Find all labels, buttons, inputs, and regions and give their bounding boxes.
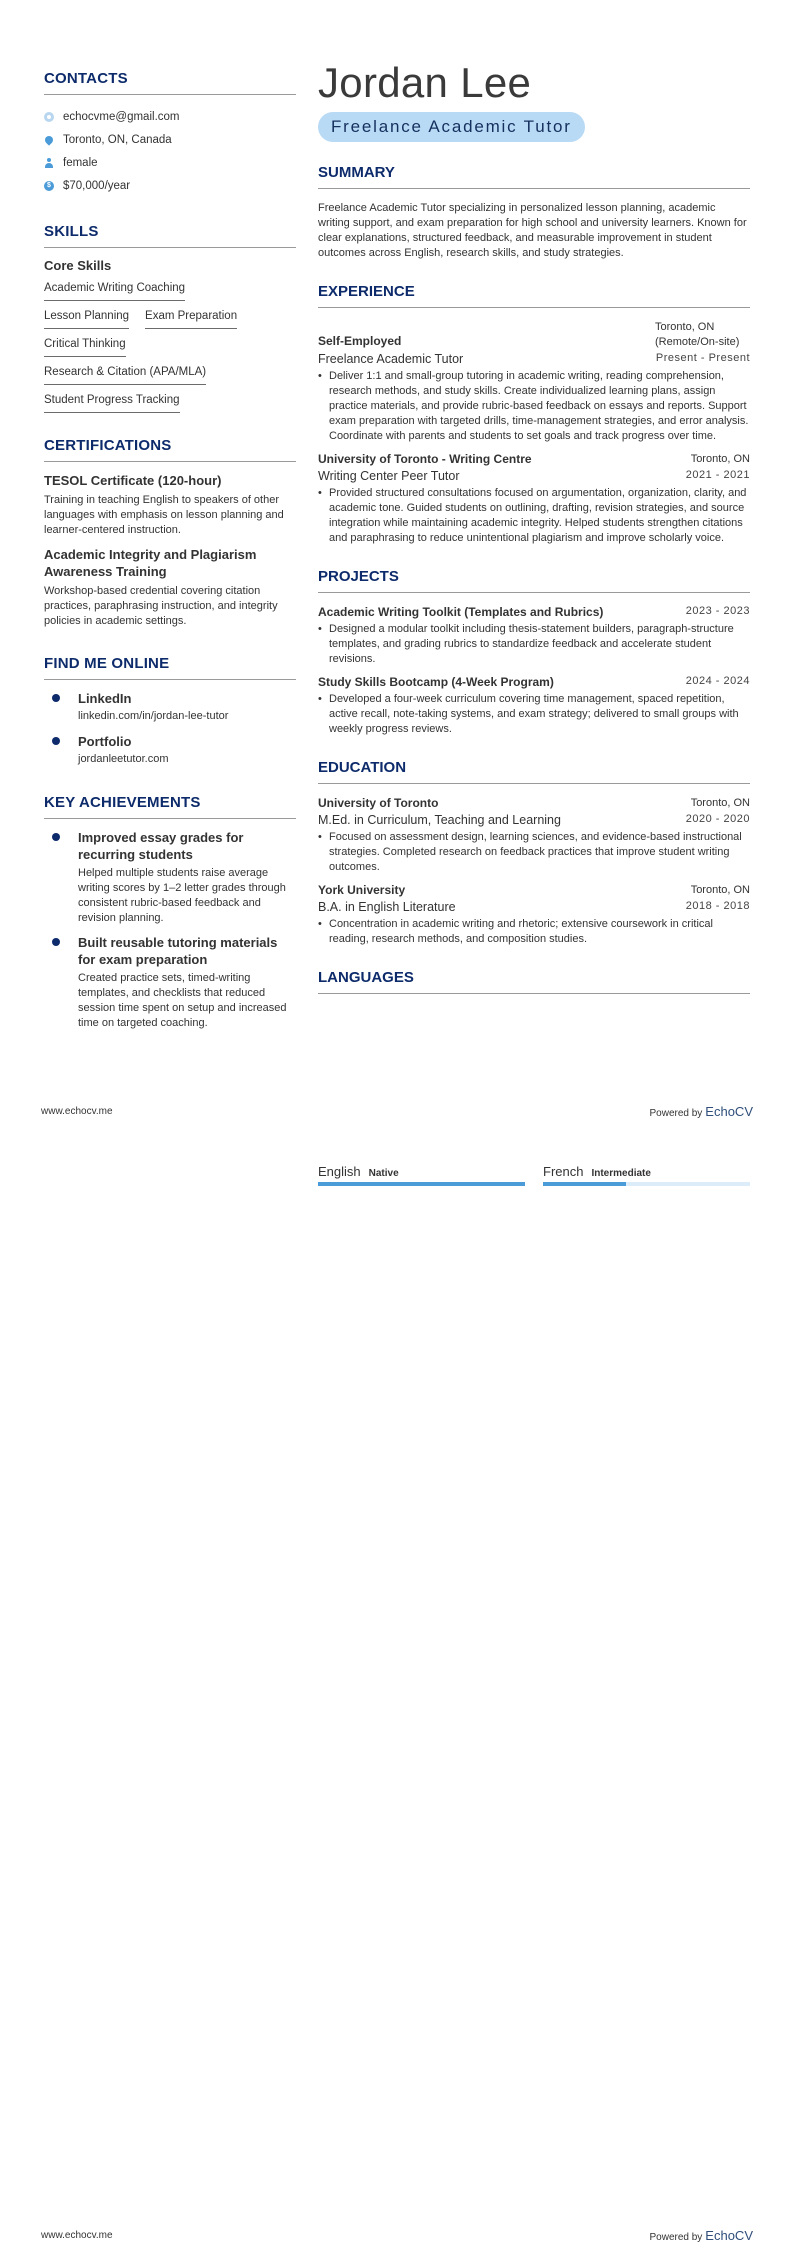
contact-email-text: echocvme@gmail.com [63,110,180,123]
achievement-item [44,934,296,1031]
education-bullet: • Concentration in academic writing and rhetoric; extensive coursework in critical reading, research methods, and composition studies. [318,917,750,947]
language-level-fill [318,1182,525,1186]
achievement-description: Created practice sets, timed-writing templates, and checklists that reduced session time spent on setup and increased time on targeted coaching. [78,972,287,1029]
skill-item: Academic Writing Coaching [44,279,185,301]
brand-logo: EchoCV [705,1104,753,1119]
contact-location [44,128,296,151]
contacts-section [44,70,296,197]
language-level-bar [318,1182,525,1186]
education-dates: 2018 - 2018 [685,900,750,912]
bullet-dot-icon [52,737,60,745]
education-entry [318,796,750,875]
project-bullet: • Developed a four-week curriculum covering time management, spaced repetition, active recall, note-taking systems, and exam strategy; delivered to small groups with weekly progress reviews. [318,692,750,737]
skill-item: Lesson Planning [44,307,129,329]
experience-role: Freelance Academic Tutor [318,352,464,366]
education-bullets [318,917,750,947]
skill-item: Critical Thinking [44,335,126,357]
skills-heading: SKILLS [44,223,296,248]
powered-by [649,2228,753,2243]
person-icon [44,158,54,168]
powered-by-label: Powered by [649,1108,703,1119]
experience-location: Toronto, ON [690,453,750,465]
project-bullets [318,692,750,737]
projects-section [318,568,750,737]
language-name: English [318,1164,361,1179]
skill-item: Student Progress Tracking [44,391,180,413]
languages-heading: LANGUAGES [318,969,750,994]
online-link[interactable]: linkedin.com/in/jordan-lee-tutor [78,710,229,722]
footer-url[interactable]: www.echocv.me [41,2230,113,2241]
online-label: Portfolio [78,734,132,749]
languages-section [318,969,750,994]
skills-list [44,279,296,419]
education-location: Toronto, ON [690,797,750,809]
experience-bullets [318,369,750,444]
education-bullets [318,830,750,875]
experience-org: University of Toronto - Writing Centre [318,452,532,466]
cert-title: Academic Integrity and Plagiarism Awareness Training [44,547,257,579]
skills-group-title: Core Skills [44,258,112,273]
contacts-heading: CONTACTS [44,70,296,95]
contact-location-text: Toronto, ON, Canada [63,133,172,146]
project-bullets [318,622,750,667]
page-footer [41,2228,753,2243]
achievement-item [44,829,296,926]
certifications-section [44,437,296,629]
online-link[interactable]: jordanleetutor.com [78,753,169,765]
email-icon [44,112,54,122]
languages-list [318,1164,750,1186]
online-label: LinkedIn [78,691,132,706]
project-title: Academic Writing Toolkit (Templates and Rubrics) [318,605,604,619]
contact-email[interactable] [44,105,296,128]
contact-salary-text: $70,000/year [63,179,131,192]
education-degree: B.A. in English Literature [318,900,456,914]
achievement-title: Built reusable tutoring materials for exam preparation [78,935,278,967]
experience-org: Self-Employed [318,334,402,348]
right-column [318,58,750,1006]
achievement-title: Improved essay grades for recurring students [78,830,244,862]
summary-heading: SUMMARY [318,164,750,189]
language-level: Intermediate [591,1168,651,1179]
skill-item: Research & Citation (APA/MLA) [44,363,206,385]
experience-entry [318,452,750,546]
education-entry [318,883,750,947]
contact-gender-text: female [63,156,98,169]
experience-heading: EXPERIENCE [318,283,750,308]
key-achievements-section [44,794,296,1031]
experience-dates: 2021 - 2021 [685,469,750,481]
footer-url[interactable]: www.echocv.me [41,1106,113,1117]
language-level: Native [368,1168,399,1179]
online-item-portfolio[interactable] [44,733,296,768]
language-level-bar [543,1182,750,1186]
job-title-badge: Freelance Academic Tutor [318,112,585,142]
powered-by [649,1104,753,1119]
experience-bullet: • Deliver 1:1 and small-group tutoring in academic writing, reading comprehension, research methods, and study skills. Create individualized learning plans, assign practice materials, and provide rubric-based feedback on essays and reports. Support exam preparation with targeted drills, time-management strategies, and error analysis. Coordinate with parents and students to set goals and track progress over time. [318,369,750,444]
key-achievements-heading: KEY ACHIEVEMENTS [44,794,296,819]
dollar-icon: $ [44,181,54,191]
education-bullet: • Focused on assessment design, learning sciences, and evidence-based instructional strategies. Completed research on feedback practices that improve student writing outcomes. [318,830,750,875]
project-entry [318,605,750,667]
experience-entry [318,320,750,444]
experience-dates: Present - Present [655,352,750,364]
project-entry [318,675,750,737]
bullet-dot-icon [52,938,60,946]
online-item-linkedin[interactable] [44,690,296,725]
bullet-dot-icon [52,694,60,702]
left-column [44,70,296,1039]
experience-section [318,283,750,546]
projects-heading: PROJECTS [318,568,750,593]
education-school: York University [318,883,406,897]
education-school: University of Toronto [318,796,439,810]
project-dates: 2023 - 2023 [685,605,750,617]
contact-gender [44,151,296,174]
cert-title: TESOL Certificate (120-hour) [44,473,222,488]
experience-bullets [318,486,750,546]
find-me-online-heading: FIND ME ONLINE [44,655,296,680]
language-item [543,1164,750,1186]
language-item [318,1164,525,1186]
cert-description: Workshop-based credential covering citation practices, paraphrasing instruction, and integrity policies in academic settings. [44,585,278,627]
project-dates: 2024 - 2024 [685,675,750,687]
language-level-fill [543,1182,626,1186]
bullet-dot-icon [52,833,60,841]
project-title: Study Skills Bootcamp (4-Week Program) [318,675,554,689]
cert-description: Training in teaching English to speakers of other languages with emphasis on lesson planning and learner-centered instruction. [44,494,284,536]
education-degree: M.Ed. in Curriculum, Teaching and Learning [318,813,561,827]
education-section [318,759,750,947]
education-heading: EDUCATION [318,759,750,784]
skills-section [44,223,296,419]
achievement-description: Helped multiple students raise average writing scores by 1–2 letter grades through consistent rubric-based feedback and revision planning. [78,867,286,924]
language-name: French [543,1164,584,1179]
project-bullet: • Designed a modular toolkit including thesis-statement builders, paragraph-structure templates, and grading rubrics to standardize feedback and accelerate student revisions. [318,622,750,667]
summary-section [318,164,750,261]
education-location: Toronto, ON [690,884,750,896]
summary-text: Freelance Academic Tutor specializing in personalized lesson planning, academic writing support, and exam preparation for high school and university learners. Known for clear explanations, structured feedback, and measurable improvement in student outcomes across English, research skills, and study strategies. [318,202,747,259]
education-dates: 2020 - 2020 [685,813,750,825]
location-pin-icon [43,134,54,145]
experience-location: Toronto, ON (Remote/On-site) [655,321,740,348]
find-me-online-section [44,655,296,768]
experience-bullet: • Provided structured consultations focused on argumentation, organization, clarity, and academic tone. Guided students on outlining, drafting, revision strategies, and source integration while maintaining academic integrity. Helped students strengthen citations and paraphrasing to reduce unintentional plagiarism and improve scholarly voice. [318,486,750,546]
candidate-name: Jordan Lee [318,59,532,106]
skill-item: Exam Preparation [145,307,237,329]
certifications-heading: CERTIFICATIONS [44,437,296,462]
contact-salary [44,174,296,197]
experience-role: Writing Center Peer Tutor [318,469,460,483]
powered-by-label: Powered by [649,2232,703,2243]
page-footer [41,1104,753,1119]
brand-logo: EchoCV [705,2228,753,2243]
